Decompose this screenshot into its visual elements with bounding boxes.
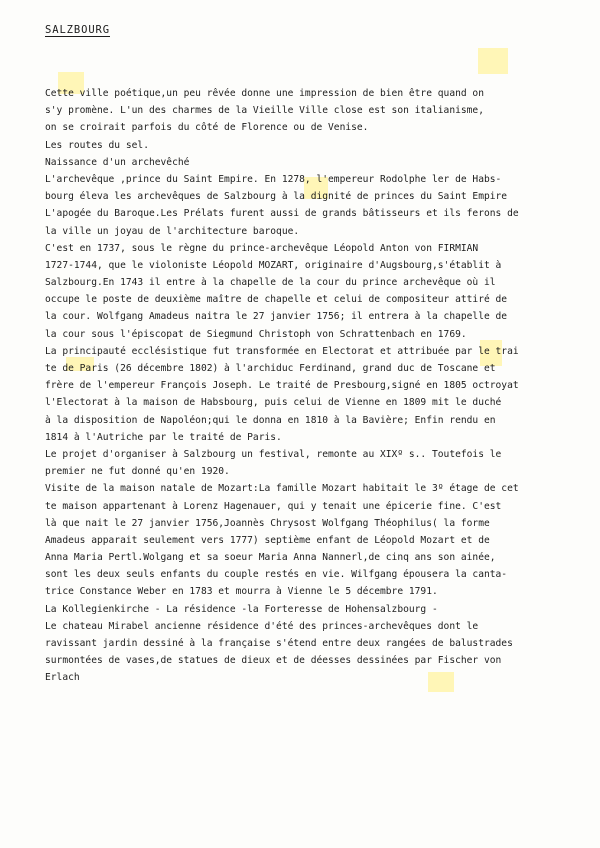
text-line: te maison appartenant à Lorenz Hagenauer, qui y tenait une épicerie fine. C'est xyxy=(45,500,502,512)
text-line: sont les deux seuls enfants du couple restés en vie. Wilfgang épousera la canta- xyxy=(45,569,508,581)
text-line: C'est en 1737, sous le règne du prince-archevêque Léopold Anton von FIRMIAN xyxy=(45,242,479,254)
text-line: surmontées de vases,de statues de dieux et de déesses dessinées par Fischer von xyxy=(45,655,502,667)
text-line: la ville un joyau de l'architecture baroque. xyxy=(45,225,300,237)
text-line: Les routes du sel. xyxy=(45,139,149,151)
text-line: ravissant jardin dessiné à la française s'étend entre deux rangées de balustrades xyxy=(45,638,513,649)
text-line: trice Constance Weber en 1783 et mourra à Vienne le 5 décembre 1791. xyxy=(45,586,438,598)
text-line: 1727-1744, que le violoniste Léopold MOZART, originaire d'Augsbourg,s'établit à xyxy=(45,259,502,271)
document-body xyxy=(45,85,590,687)
text-line: s'y promène. L'un des charmes de la Vieille Ville close est son italianisme, xyxy=(45,105,484,117)
text-line: La principauté ecclésistique fut transformée en Electorat et attribuée par le trai xyxy=(45,345,519,357)
text-line: te de Paris (26 décembre 1802) à l'archiduc Ferdinand, grand duc de Toscane et xyxy=(45,363,496,374)
text-line: Salzbourg.En 1743 il entre à la chapelle de la cour du prince archevêque où il xyxy=(45,277,496,289)
text-line: Cette ville poétique,un peu rêvée donne une impression de bien être quand on xyxy=(45,88,484,99)
text-line: là que nait le 27 janvier 1756,Joannès Chrysost Wolfgang Théophilus( la forme xyxy=(45,517,490,529)
text-line: La Kollegienkirche - La résidence -la Forteresse de Hohensalzbourg - xyxy=(45,603,438,615)
text-line: Amadeus apparait seulement vers 1777) septième enfant de Léopold Mozart et de xyxy=(45,534,490,546)
text-line: Le projet d'organiser à Salzbourg un festival, remonte au XIXº s.. Toutefois le xyxy=(45,448,502,460)
text-line: frère de l'empereur François Joseph. Le traité de Presbourg,signé en 1805 octroyat xyxy=(45,380,519,392)
text-line: bourg éleva les archevêques de Salzbourg à la dignité de princes du Saint Empire xyxy=(45,191,508,203)
text-line: L'apogée du Baroque.Les Prélats furent aussi de grands bâtisseurs et ils ferons de xyxy=(45,208,519,220)
text-line: on se croirait parfois du côté de Florence ou de Venise. xyxy=(45,122,369,134)
document-title: SALZBOURG xyxy=(45,24,110,36)
text-line: L'archevêque ,prince du Saint Empire. En 1278, l'empereur Rodolphe ler de Habs- xyxy=(45,173,502,185)
text-line: Erlach xyxy=(45,672,80,684)
text-line: à la disposition de Napoléon;qui le donna en 1810 à la Bavière; Enfin rendu en xyxy=(45,414,496,426)
highlight-mark xyxy=(478,48,508,74)
text-line: Visite de la maison natale de Mozart:La famille Mozart habitait le 3º étage de cet xyxy=(45,483,519,495)
text-line: Le chateau Mirabel ancienne résidence d'été des princes-archevêques dont le xyxy=(45,620,479,632)
text-line: premier ne fut donné qu'en 1920. xyxy=(45,466,230,478)
text-line: l'Electorat à la maison de Habsbourg, puis celui de Vienne en 1809 mit le duché xyxy=(45,397,502,409)
text-line: Anna Maria Pertl.Wolgang et sa soeur Maria Anna Nannerl,de cinq ans son ainée, xyxy=(45,552,496,564)
text-line: la cour. Wolfgang Amadeus naitra le 27 janvier 1756; il entrera à la chapelle de xyxy=(45,311,508,323)
text-line: la cour sous l'épiscopat de Siegmund Christoph von Schrattenbach en 1769. xyxy=(45,328,467,340)
text-line: 1814 à l'Autriche par le traité de Paris. xyxy=(45,431,282,443)
text-line: Naissance d'un archevêché xyxy=(45,156,190,168)
text-line: occupe le poste de deuxième maître de chapelle et celui de compositeur attiré de xyxy=(45,294,508,306)
